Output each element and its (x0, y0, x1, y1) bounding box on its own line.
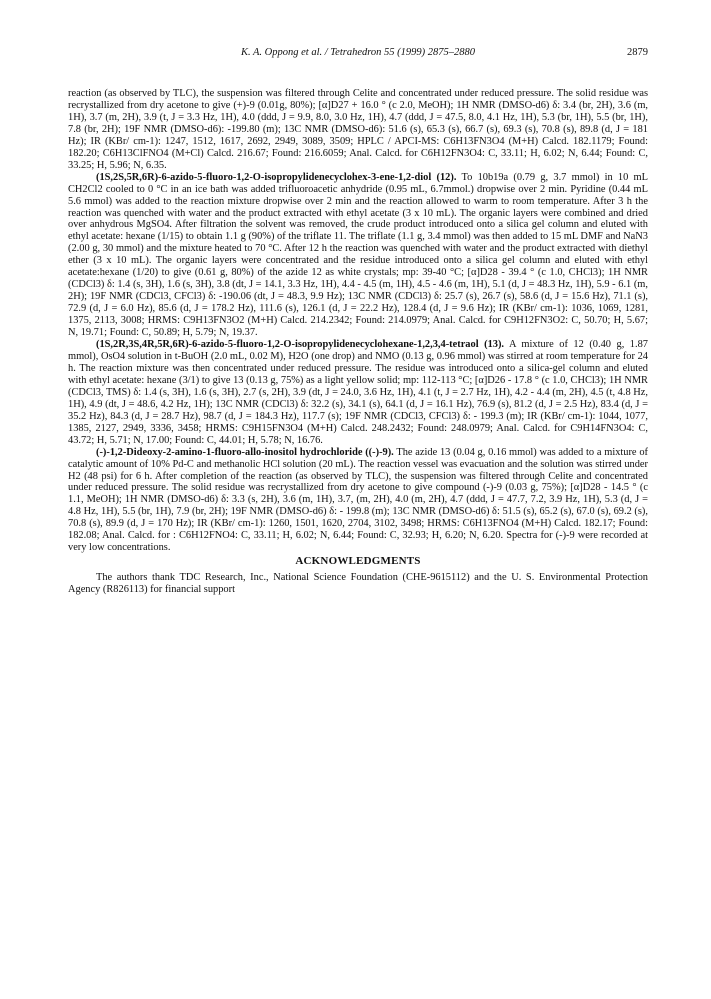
continued-paragraph: reaction (as observed by TLC), the suspension was filtered through Celite and concentrated under reduced pressure. The solid residue was recrystallized from dry acetone to give (+)-9 (0.01g, 80%); [α]D27 + 16.0 ° (c 2.0, MeOH); 1H NMR (DMSO-d6) δ: 3.4 (br, 2H), 3.6 (m, 1H), 3.7 (m, 2H), 3.9 (t, J = 3.3 Hz, 1H), 4.0 (ddd, J = 9.9, 8.0, 3.0 Hz, 1H), 4.7 (ddd, J = 47.5, 8.0, 4.1 Hz, 1H), 5.3 (br, 1H), 5.5 (br, 1H), 7.8 (br, 2H); 19F NMR (DMSO-d6): -199.80 (m); 13C NMR (DMSO-d6): 51.6 (s), 65.3 (s), 66.7 (s), 69.3 (s), 70.8 (s), 89.8 (d, J = 181 Hz); IR (KBr/ cm-1): 1247, 1512, 1617, 2692, 2949, 3089, 3509; HPLC / APCI-MS: C6H13FN3O4 (M+H) Calcd. 182.1179; Found: 182.20; C6H13ClFNO4 (M+Cl) Calcd. 216.67; Found: 216.6059; Anal. Calcd. for C6H12FN3O4: C, 33.11; H, 6.02; N, 6.44; Found: C, 33.25; H, 5.96; N, 6.35. (68, 88, 648, 171)
acknowledgments-text: The authors thank TDC Research, Inc., National Science Foundation (CHE-9615112) and the U. S. Environmental Protection Agency (R826113) for financial support (68, 572, 648, 596)
compound-9-heading: (-)-1,2-Dideoxy-2-amino-1-fluoro-allo-inositol hydrochloride ((-)-9). (96, 446, 394, 458)
compound-13-paragraph (68, 339, 648, 447)
page-header (68, 47, 648, 61)
compound-13-heading: (1S,2R,3S,4R,5R,6R)-6-azido-5-fluoro-1,2-O-isopropylidenecyclohexane-1,2,3,4-tetraol (13). (96, 339, 505, 351)
compound-12-heading: (1S,2S,5R,6R)-6-azido-5-fluoro-1,2-O-isopropylidenecyclohex-3-ene-1,2-diol (12). (96, 171, 457, 183)
compound-12-paragraph (68, 172, 648, 339)
compound-12-text: To 10b19a (0.79 g, 3.7 mmol) in 10 mL CH2Cl2 cooled to 0 °C in an ice bath was added trifluoroacetic anhydride (0.95 mL, 6.7mmol.) dropwise over 2 min. Pyridine (0.44 mL 5.6 mmol) was added to the reaction mixture dropwise over 2 min and the reaction allowed to warm to room temperature. After 3 h the reaction was quenched with water and the product extracted with ethyl acetate (3 x 10 mL). The organic layers were combined and dried over anhydrous MgSO4. After filtration the solvent was removed, the crude product introduced onto a silica gel column and eluted with ethyl acetate: hexane (1/15) to obtain 1.1 g (90%) of the triflate 11. The triflate (1.1 g, 3.4 mmol) was then added to 15 mL DMF and NaN3 (2.00 g, 30 mmol) and the mixture heated to 70 °C. After 12 h the reaction was quenched with water and the product extracted with diethyl ether (3 x 10 mL). The organic layers were concentrated and the residue introduced onto a silica gel column and eluted with ethyl acetate:hexane (1/20) to give (0.61 g, 80%) of the azide 12 as white crystals; mp: 39-40 °C; [α]D28 - 39.4 ° (c 1.0, CHCl3); 1H NMR (CDCl3) δ: 1.4 (s, 3H), 1.6 (s, 3H), 3.8 (dt, J = 14.1, 3.3 Hz, 1H), 4.4 - 4.5 (m, 1H), 4.5 - 4.6 (m, 1H), 5.1 (d, J = 48.3 Hz, 1H), 5.9 - 6.1 (m, 2H); 19F NMR (CDCl3, CFCl3) δ: -190.06 (dt, J = 48.3, 9.9 Hz); 13C NMR (CDCl3) δ: 25.7 (s), 26.7 (s), 58.6 (d, J = 15.6 Hz), 71.1 (s), 72.9 (d, J = 6.0 Hz), 85.6 (d, J = 178.2 Hz), 111.6 (s), 126.1 (d, J = 22.2 Hz), 128.4 (d, J = 9.6 Hz); IR (KBr/ cm-1): 1036, 1069, 1281, 1375, 2113, 3008; HRMS: C9H13FN3O2 (M+H) Calcd. 214.2342; Found: 214.0979; Anal. Calcd. for C9H12FN3O2: C, 50.70; H, 5.67; N, 19.71; Found: C, 50.89; H, 5.79; N, 19.37. (68, 171, 648, 339)
article-body (68, 88, 648, 596)
compound-13-text: A mixture of 12 (0.40 g, 1.87 mmol), OsO4 solution in t-BuOH (2.0 mL, 0.02 M), H2O (one drop) and NMO (0.13 g, 0.96 mmol) was stirred at room temperature for 24 h. The reaction mixture was then concentrated under reduced pressure. The residue was introduced onto a silica-gel column and eluted with ethyl acetate: hexane (3/1) to give 13 (0.13 g, 75%) as a light yellow solid; mp: 112-113 °C; [α]D26 - 17.8 ° (c 1.0, CHCl3); 1H NMR (CDCl3, TMS) δ: 1.4 (s, 3H), 1.6 (s, 3H), 2.7 (s, 2H), 3.9 (dt, J = 24.0, 3.6 Hz, 1H), 4.1 (t, J = 2.7 Hz, 1H), 4.2 - 4.4 (m, 2H), 4.5 (t, 4.8 Hz, 1H), 4.9 (dt, J = 48.6, 4.2 Hz, 1H); 13C NMR (CDCl3) δ: 32.2 (s), 34.1 (s), 64.1 (d, J = 16.1 Hz), 76.9 (s), 81.2 (d, J = 2.5 Hz), 83.4 (d, J = 35.2 Hz), 84.3 (d, J = 28.7 Hz), 98.7 (d, J = 184.3 Hz), 117.7 (s); 19F NMR (CDCl3, CFCl3) δ: - 199.3 (m); IR (KBr/ cm-1): 1044, 1077, 1385, 2127, 2949, 3336, 3458; HRMS: C9H15FN3O4 (M+H) Calcd. 248.2432; Found: 248.0979; Anal. Calcd. for C9H14FN3O4: C, 43.72; H, 5.71; N, 17.00; Found: C, 44.01; H, 5.78; N, 16.76. (68, 339, 648, 446)
compound-9-paragraph (68, 447, 648, 555)
page-number: 2879 (627, 47, 648, 58)
compound-9-text: The azide 13 (0.04 g, 0.16 mmol) was added to a mixture of catalytic amount of 10% Pd-C and methanolic HCl solution (20 mL). The reaction vessel was evacuation and the solution was stirred under H2 (48 psi) for 6 h. After completion of the reaction (as observed by TLC), the suspension was filtered through Celite and concentrated under reduced pressure. The solid residue was recrystallized from dry acetone to give compound (-)-9 (0.03 g, 75%); [α]D28 - 14.5 ° (c 1.1, MeOH); 1H NMR (DMSO-d6) δ: 3.3 (s, 2H), 3.6 (m, 1H), 3.7, (m, 2H), 4.0 (m, 2H), 4.7 (ddd, J = 47.7, 7.2, 3.9 Hz, 1H), 5.3 (d, J = 4.8 Hz, 1H), 5.5 (br, 1H), 7.9 (br, 2H); 19F NMR (DMSO-d6) δ: - 199.8 (m); 13C NMR (DMSO-d6) δ: 51.5 (s), 65.2 (s), 67.0 (s), 69.2 (s), 70.8 (s), 89.9 (d, J = 170 Hz); IR (KBr/ cm-1): 1260, 1501, 1620, 2704, 3102, 3498; HRMS: C6H13FNO4 (M+H) Calcd. 182.17; Found: 182.08; Anal. Calcd. for : C6H12FNO4: C, 33.11; H, 6.02; N, 6.44; Found: C, 32.93; H, 6.20; N, 6.20. Spectra for (-)-9 were recorded at very low concentrations. (68, 446, 648, 554)
running-title: K. A. Oppong et al. / Tetrahedron 55 (1999) 2875–2880 (240, 47, 476, 58)
acknowledgments-title: ACKNOWLEDGMENTS (295, 555, 421, 568)
